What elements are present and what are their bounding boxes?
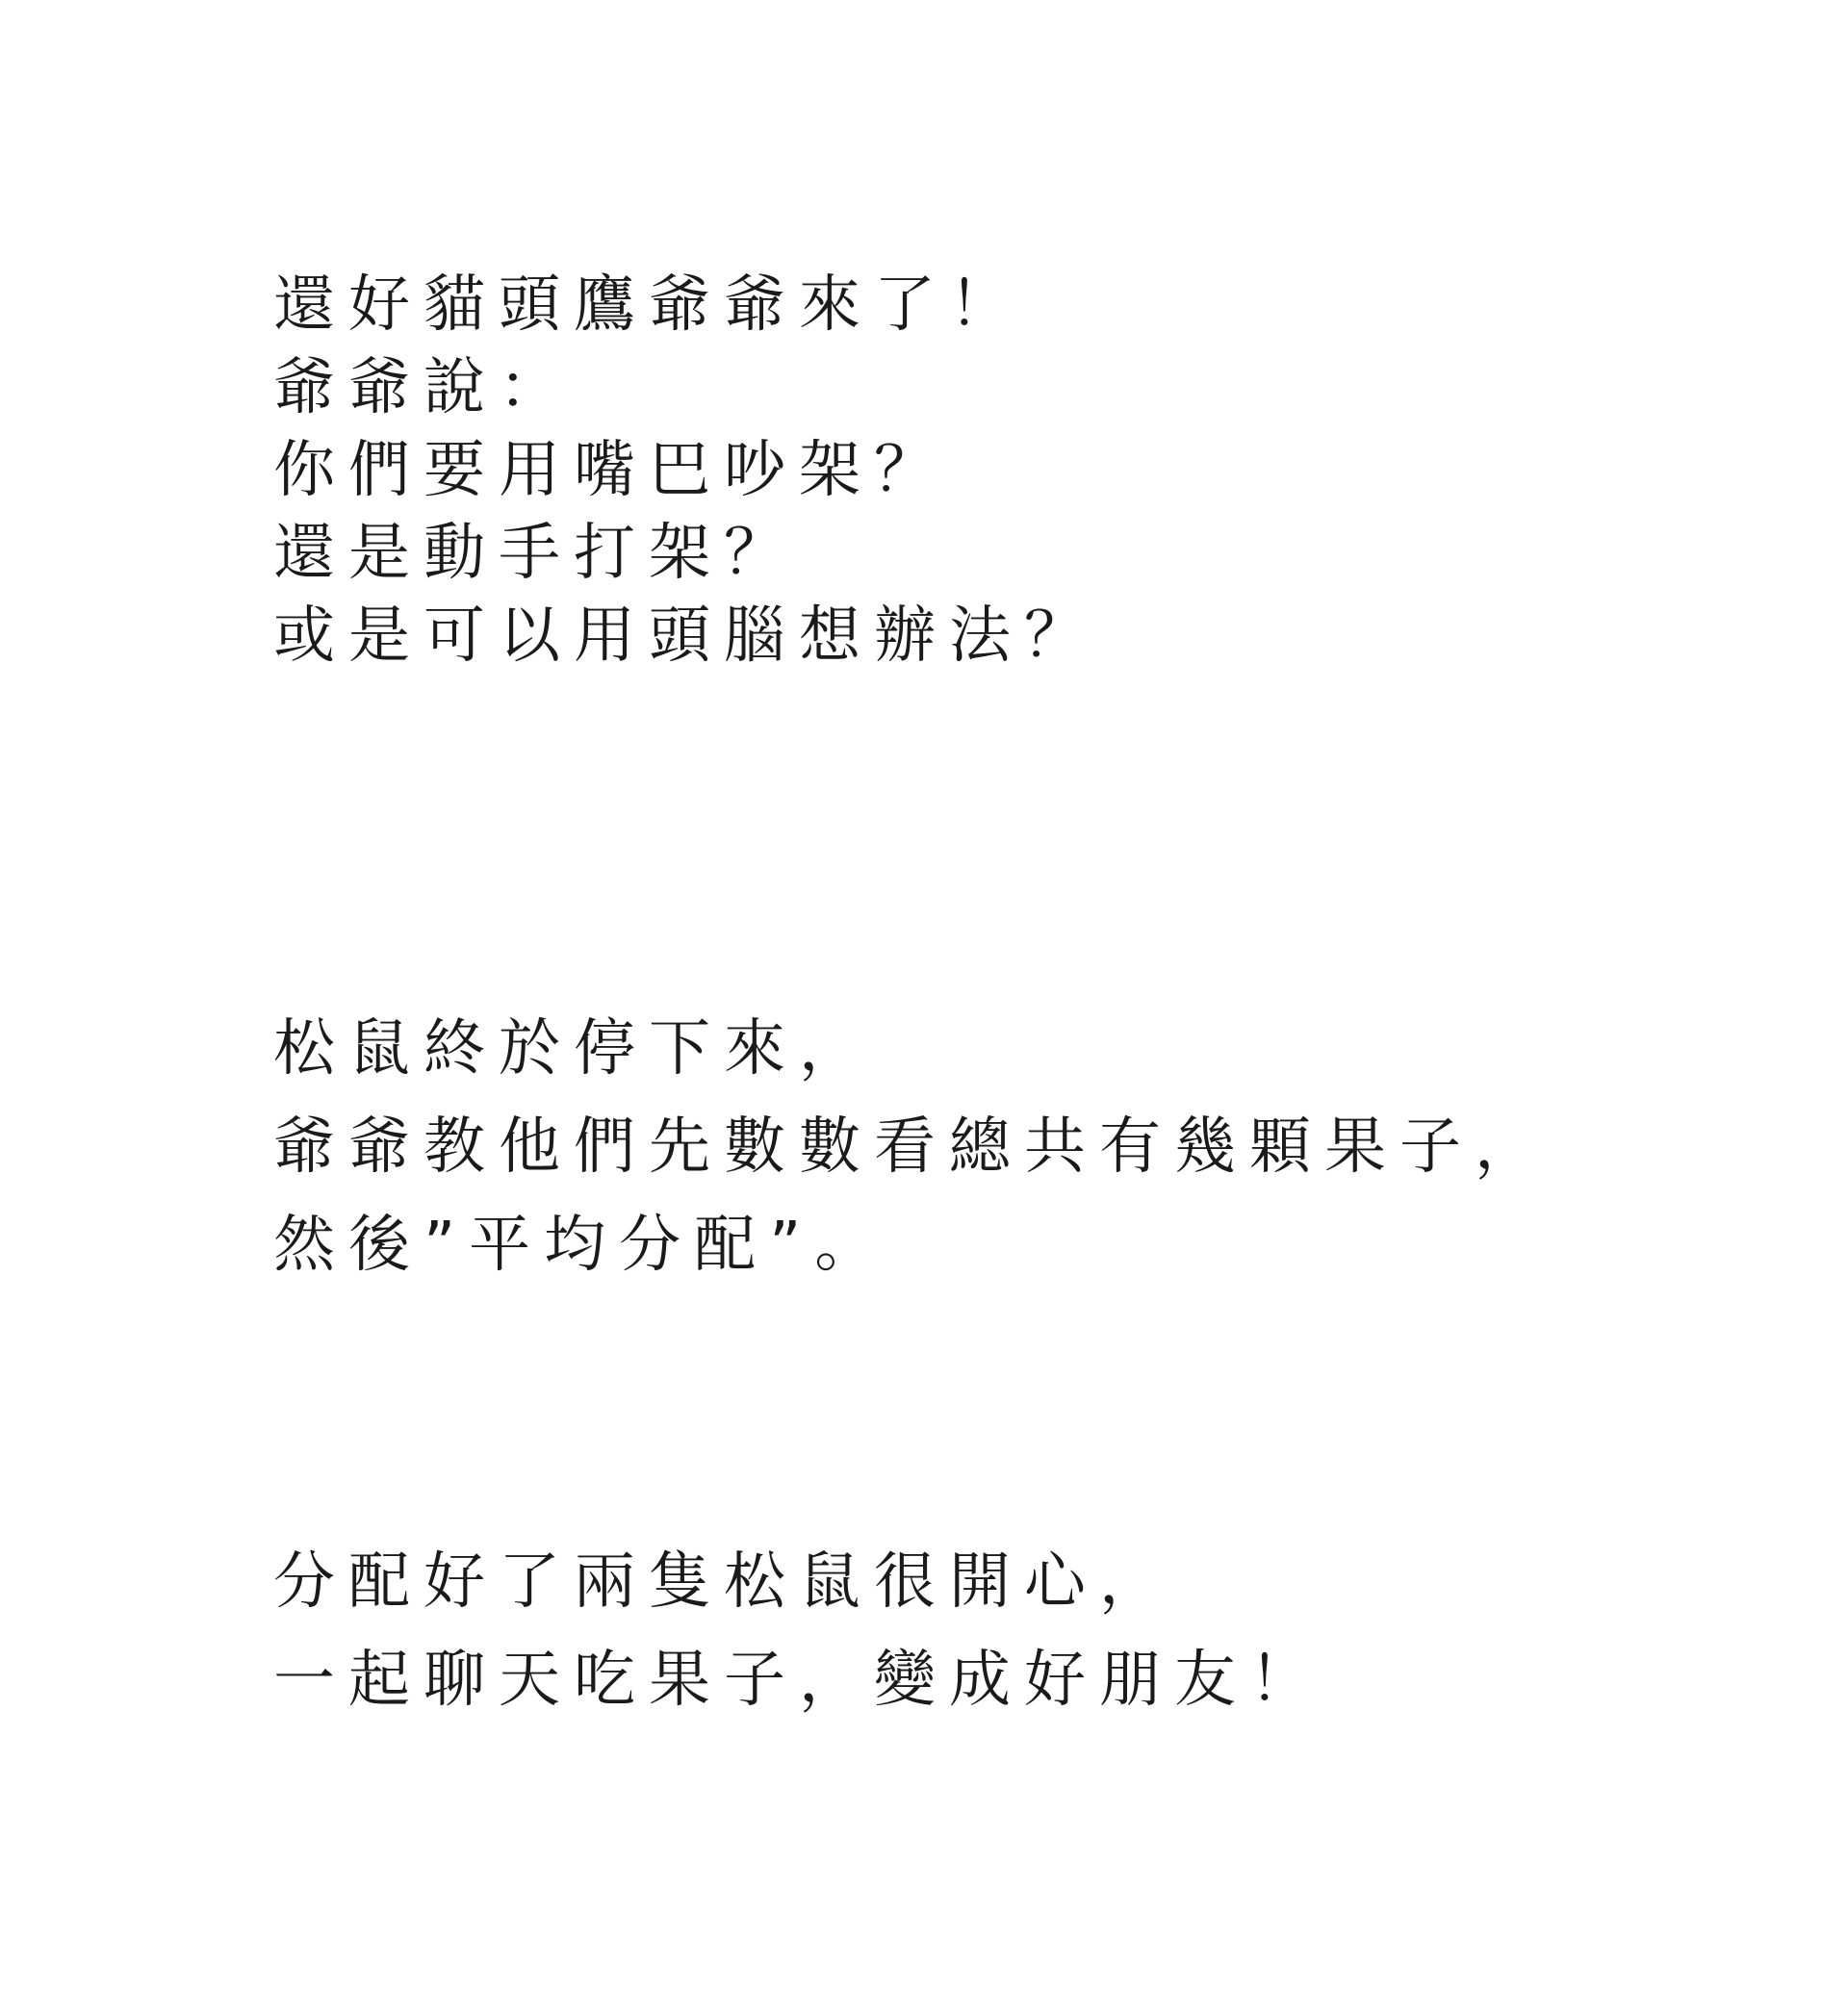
story-line: 或是可以用頭腦想辦法？ — [273, 600, 1099, 672]
story-line: 分配好了兩隻松鼠很開心， — [273, 1546, 1174, 1618]
story-line: 還是動手打架？ — [273, 518, 799, 589]
story-line: 然後”平均分配”。 — [273, 1210, 890, 1281]
story-line: 爺爺說： — [273, 352, 574, 423]
paragraph-become-friends — [273, 1533, 1717, 1729]
story-line: 還好貓頭鷹爺爺來了！ — [273, 269, 1024, 341]
story-line: 爺爺教他們先數數看總共有幾顆果子， — [273, 1111, 1550, 1183]
story-line: 你們要用嘴巴吵架？ — [273, 435, 949, 506]
paragraph-count-and-share — [273, 1000, 1717, 1294]
paragraph-owl-arrives — [273, 264, 1717, 677]
story-line: 一起聊天吃果子，變成好朋友！ — [273, 1645, 1324, 1716]
story-line: 松鼠終於停下來， — [273, 1013, 874, 1085]
